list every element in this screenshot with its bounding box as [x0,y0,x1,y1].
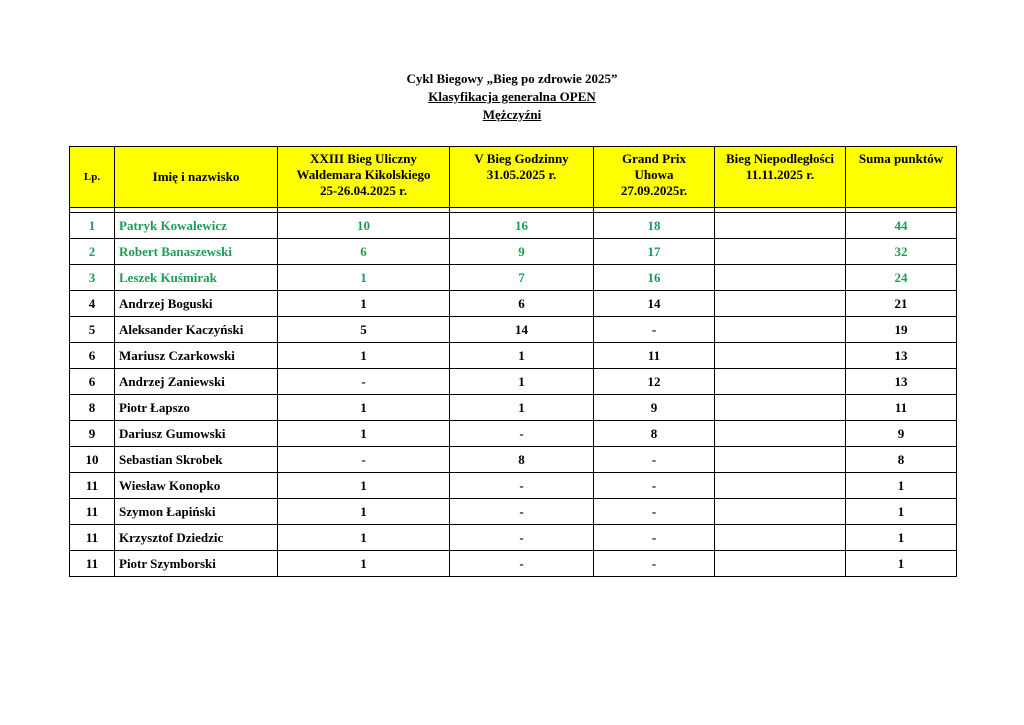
cell-total: 19 [846,317,957,343]
cell-name: Piotr Szymborski [115,551,278,577]
col-race1-header [278,147,450,208]
cell-race3: 14 [594,291,715,317]
table-row [70,525,957,551]
cell-race4 [715,369,846,395]
cell-race3: 17 [594,239,715,265]
table-row [70,343,957,369]
category-title: Mężczyźni [482,107,542,122]
col-lp-header: Lp. [70,147,115,208]
cell-total: 32 [846,239,957,265]
cell-name: Szymon Łapiński [115,499,278,525]
cell-race3: - [594,551,715,577]
cell-race4 [715,213,846,239]
table-row [70,421,957,447]
table-row [70,369,957,395]
cell-place: 6 [70,369,115,395]
cell-place: 1 [70,213,115,239]
cell-total: 21 [846,291,957,317]
col-total-header: Suma punktów [846,147,957,208]
cell-race2: 9 [450,239,594,265]
cell-race4 [715,525,846,551]
col-race3-line1: Grand Prix [622,151,686,166]
table-row [70,447,957,473]
table-row [70,239,957,265]
results-body [70,208,957,577]
cell-name: Leszek Kuśmirak [115,265,278,291]
cell-place: 4 [70,291,115,317]
cell-place: 3 [70,265,115,291]
cell-place: 9 [70,421,115,447]
cell-race3: - [594,499,715,525]
cell-race1: 5 [278,317,450,343]
results-table [69,146,957,577]
col-race4-line1: Bieg Niepodległości [726,151,834,166]
cell-place: 11 [70,473,115,499]
cell-total: 1 [846,473,957,499]
cell-total: 44 [846,213,957,239]
col-name-header: Imię i nazwisko [115,147,278,208]
cell-race2: 6 [450,291,594,317]
col-race1-line3: 25-26.04.2025 r. [320,183,407,198]
cell-place: 8 [70,395,115,421]
cell-race1: 1 [278,343,450,369]
cell-race3: - [594,317,715,343]
cell-race1: 6 [278,239,450,265]
cell-name: Krzysztof Dziedzic [115,525,278,551]
cell-total: 13 [846,369,957,395]
col-race1-line1: XXIII Bieg Uliczny [310,151,417,166]
cell-race3: 9 [594,395,715,421]
table-row [70,265,957,291]
table-row [70,291,957,317]
col-race1-line2: Waldemara Kikolskiego [296,167,431,182]
cell-name: Mariusz Czarkowski [115,343,278,369]
cell-total: 11 [846,395,957,421]
cell-total: 13 [846,343,957,369]
cell-race3: 18 [594,213,715,239]
cell-race3: - [594,473,715,499]
table-row [70,317,957,343]
col-race4-header [715,147,846,208]
cell-race4 [715,447,846,473]
cell-race1: 1 [278,551,450,577]
cell-race1: 1 [278,473,450,499]
cell-name: Patryk Kowalewicz [115,213,278,239]
cell-name: Andrzej Zaniewski [115,369,278,395]
cell-place: 10 [70,447,115,473]
cell-race3: 8 [594,421,715,447]
cell-name: Robert Banaszewski [115,239,278,265]
cell-race3: - [594,525,715,551]
cell-total: 9 [846,421,957,447]
cell-race1: 1 [278,395,450,421]
cell-total: 1 [846,499,957,525]
col-race3-header [594,147,715,208]
cell-place: 6 [70,343,115,369]
cell-race2: - [450,421,594,447]
cell-race1: 1 [278,499,450,525]
cell-place: 11 [70,499,115,525]
cell-race2: 1 [450,395,594,421]
col-race2-line1: V Bieg Godzinny [474,151,569,166]
cell-race4 [715,473,846,499]
col-race2-line2: 31.05.2025 r. [486,167,557,182]
col-race3-line2: Uhowa [634,167,674,182]
cell-race3: 16 [594,265,715,291]
table-row [70,213,957,239]
cell-total: 8 [846,447,957,473]
cell-race4 [715,317,846,343]
document-heading [0,70,1024,124]
col-race4-line2: 11.11.2025 r. [745,167,815,182]
cell-name: Dariusz Gumowski [115,421,278,447]
cell-name: Sebastian Skrobek [115,447,278,473]
cell-name: Andrzej Boguski [115,291,278,317]
cell-race2: 7 [450,265,594,291]
cell-race2: 1 [450,343,594,369]
cell-race1: 1 [278,525,450,551]
cell-race1: - [278,447,450,473]
table-row [70,551,957,577]
table-row [70,499,957,525]
cell-race1: - [278,369,450,395]
cell-race2: 16 [450,213,594,239]
cell-race4 [715,291,846,317]
cell-total: 1 [846,551,957,577]
cell-race3: 11 [594,343,715,369]
cell-place: 11 [70,551,115,577]
table-header-row [70,147,957,208]
cell-place: 2 [70,239,115,265]
cell-race1: 1 [278,291,450,317]
col-race2-header [450,147,594,208]
cell-race4 [715,551,846,577]
table-row [70,395,957,421]
cell-total: 24 [846,265,957,291]
cell-race3: 12 [594,369,715,395]
cell-name: Wiesław Konopko [115,473,278,499]
cell-name: Piotr Łapszo [115,395,278,421]
cell-race2: 1 [450,369,594,395]
cell-race1: 1 [278,421,450,447]
cell-race2: - [450,551,594,577]
cell-race4 [715,395,846,421]
classification-title: Klasyfikacja generalna OPEN [428,89,596,104]
cell-race4 [715,499,846,525]
col-race3-line3: 27.09.2025r. [620,183,688,198]
cell-place: 11 [70,525,115,551]
cell-race2: 8 [450,447,594,473]
cell-race2: - [450,525,594,551]
cell-race3: - [594,447,715,473]
cell-race2: - [450,499,594,525]
cell-race4 [715,421,846,447]
cell-race4 [715,343,846,369]
cell-race1: 1 [278,265,450,291]
cell-race2: 14 [450,317,594,343]
table-row [70,473,957,499]
cell-total: 1 [846,525,957,551]
cell-place: 5 [70,317,115,343]
cell-race4 [715,265,846,291]
cell-race1: 10 [278,213,450,239]
cell-race2: - [450,473,594,499]
cell-name: Aleksander Kaczyński [115,317,278,343]
cell-race4 [715,239,846,265]
series-title: Cykl Biegowy „Bieg po zdrowie 2025” [406,71,618,86]
